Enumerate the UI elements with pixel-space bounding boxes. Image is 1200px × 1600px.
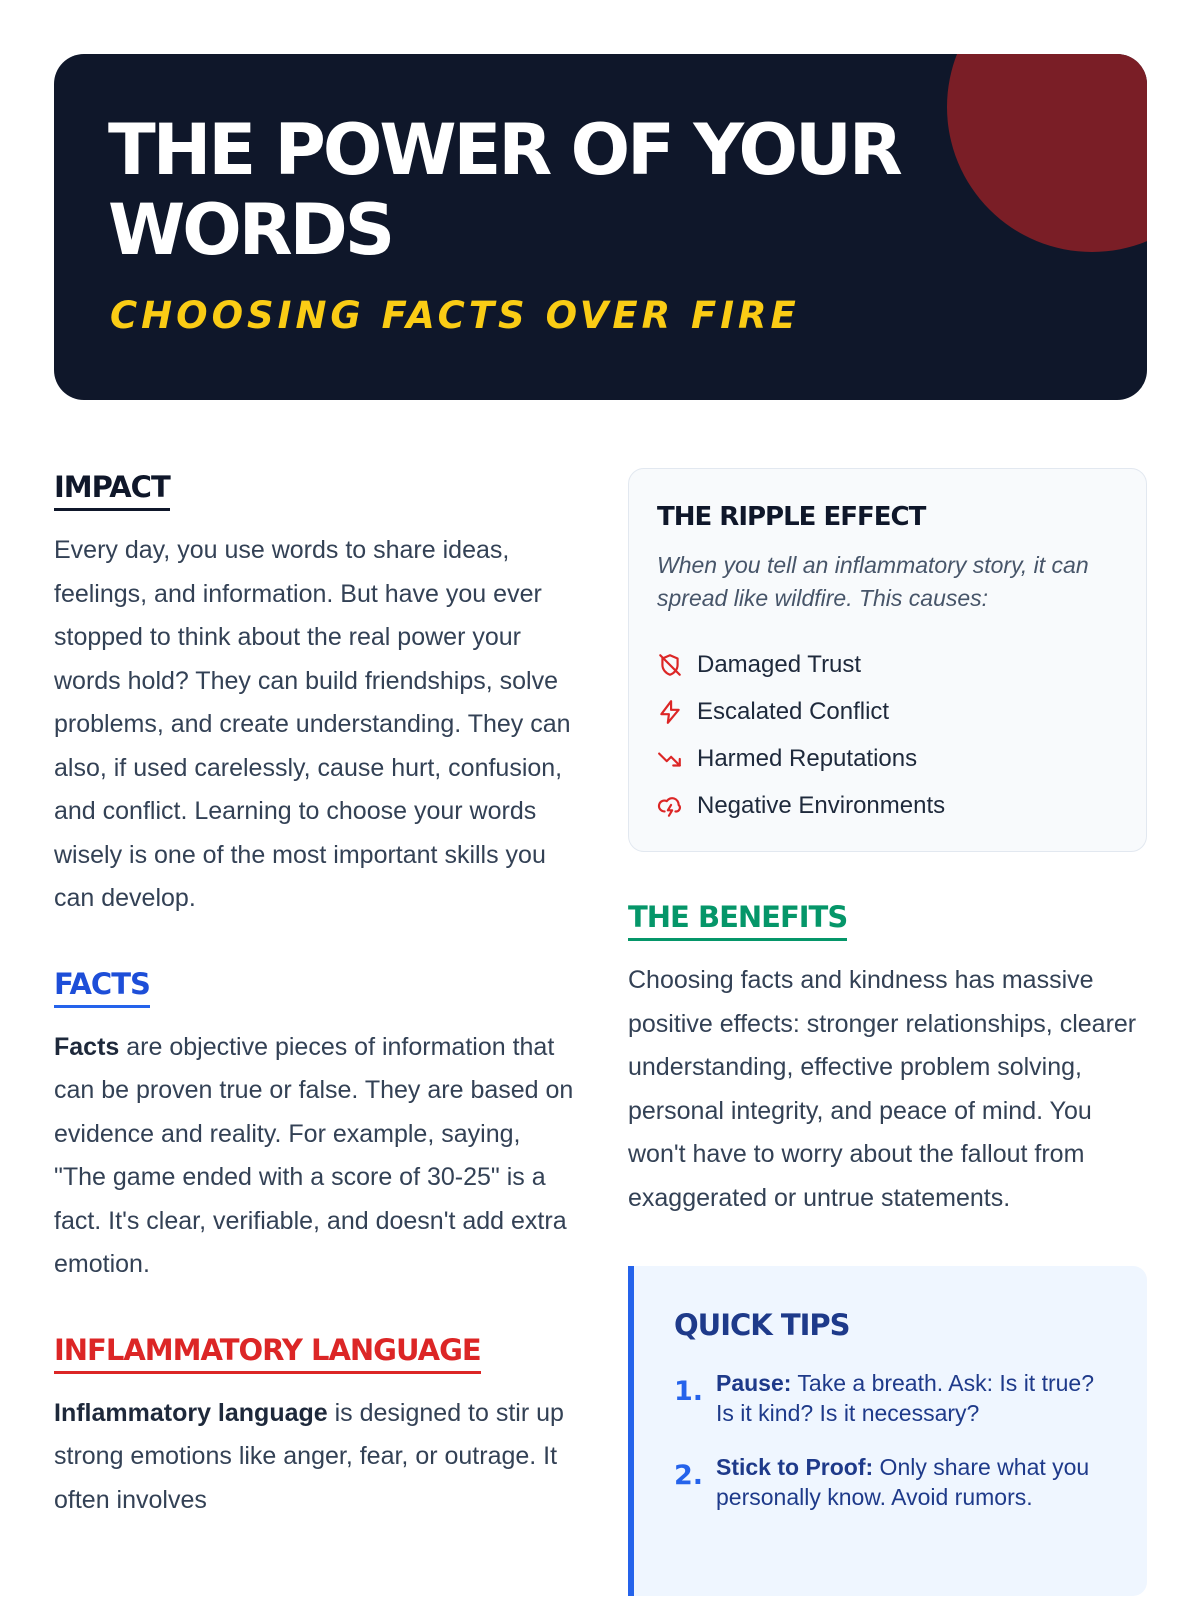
right-column <box>628 468 1147 1596</box>
facts-heading: FACTS <box>54 967 150 1008</box>
list-item <box>657 641 1118 688</box>
ripple-effect-card <box>628 468 1147 852</box>
ripple-intro: When you tell an inflammatory story, it can spread like wildfire. This causes: <box>657 552 1089 611</box>
ripple-item-label: Negative Environments <box>697 791 946 819</box>
ripple-item-label: Harmed Reputations <box>697 744 918 772</box>
tips-title: QUICK TIPS <box>674 1308 850 1342</box>
page-title: THE POWER OF YOUR WORDS <box>108 109 900 271</box>
left-column <box>54 470 574 1522</box>
tip-number: 1. <box>674 1376 704 1407</box>
tip-term: Stick to Proof: <box>716 1454 874 1480</box>
list-item <box>657 735 1118 782</box>
facts-text <box>54 1026 574 1287</box>
quick-tips-card <box>628 1266 1147 1596</box>
benefits-section <box>628 900 1147 1220</box>
impact-text: Every day, you use words to share ideas, feelings, and information. But have you ever stopped to think about the real power your words hold? They can build friendships, solve problems, and create understanding. They can also, if used carelessly, cause hurt, confusion, and conflict. Learning to choose your words wisely is one of the most important skills you can develop. <box>54 536 571 912</box>
impact-heading: IMPACT <box>54 470 170 511</box>
inflammatory-text <box>54 1392 574 1523</box>
tips-list <box>674 1368 1107 1512</box>
list-item <box>674 1368 1107 1428</box>
tip-term: Pause: <box>716 1370 792 1396</box>
hero-banner <box>54 54 1147 400</box>
ripple-title: THE RIPPLE EFFECT <box>657 502 926 532</box>
ripple-item-label: Damaged Trust <box>697 650 862 678</box>
facts-definition: are objective pieces of information that can be proven true or false. They are based on evidence and reality. For example, saying, "The game ended with a score of 30-25" is a fact. It's clear, verifiable, and doesn't add extra emotion. <box>54 1032 574 1278</box>
benefits-text: Choosing facts and kindness has massive positive effects: stronger relationships, clearer understanding, effective problem solving, personal integrity, and peace of mind. You won't have to worry about the fallout from exaggerated or untrue statements. <box>628 966 1137 1212</box>
ripple-item-label: Escalated Conflict <box>697 697 890 725</box>
inflammatory-heading: INFLAMMATORY LANGUAGE <box>54 1333 481 1374</box>
facts-term: Facts <box>54 1032 120 1061</box>
tip-detail: Only share what you personally know. Avoid rumors. <box>716 1454 1090 1510</box>
tip-number: 2. <box>674 1460 704 1491</box>
tip-text <box>716 1368 1107 1428</box>
inflammatory-term: Inflammatory language <box>54 1398 328 1427</box>
shield-off-icon <box>657 652 683 678</box>
impact-section <box>54 470 574 921</box>
tip-text <box>716 1452 1107 1512</box>
tip-detail: Take a breath. Ask: Is it true? Is it kind? Is it necessary? <box>716 1370 1095 1426</box>
list-item <box>674 1452 1107 1512</box>
ripple-list <box>657 641 1118 829</box>
inflammatory-definition: is designed to stir up strong emotions like anger, fear, or outrage. It often involves <box>54 1398 564 1514</box>
page-subtitle: CHOOSING FACTS OVER FIRE <box>110 294 800 337</box>
list-item <box>657 688 1118 735</box>
cloud-lightning-icon <box>657 793 683 819</box>
trending-down-icon <box>657 746 683 772</box>
zap-icon <box>657 699 683 725</box>
facts-section <box>54 967 574 1287</box>
inflammatory-section <box>54 1333 574 1523</box>
list-item <box>657 782 1118 829</box>
benefits-heading: THE BENEFITS <box>628 900 847 941</box>
